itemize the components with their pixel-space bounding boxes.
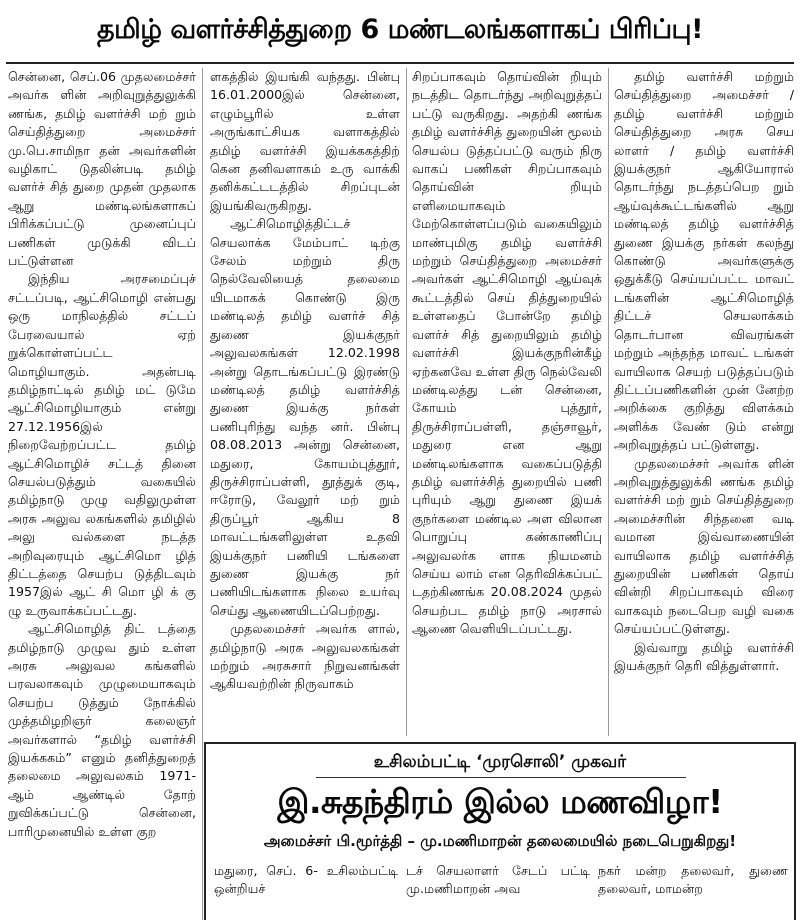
article-column-1 <box>8 68 196 920</box>
boxed-column-3: நகர் மன்ற தலைவர், துணை தலைவர், மாமன்ற <box>598 863 788 897</box>
article-paragraph: ஆட்சிமொழித்திட்டச் செயலாக்க மேம்பாட் டிற்கு சேலம் மற்றும் திரு நெல்வேலியைத் தலைமை யிடமாகக் கொண்டு இரு மண்டிலத் தமிழ் வளர்ச் சித் துணை இயக்குநர் அலுவலகங்கள் 12.02.1998 அன்று தொடங்கப்பட்டு இரண்டு மண்டிலத் தமிழ் வளர்ச்சித் துணை இயக்கு நர்கள் பணிபுரிந்து வந்த னர். பின்பு 08.08.2013 அன்று சென்னை, மதுரை, கோயம்புத்தூர், திருச்சிராப்பள்ளி, தூத்துக் குடி, ஈரோடு, வேலூர் மற் றும் திருப்பூர் ஆகிய 8 மாவட்டங்களிலுள்ள உதவி இயக்குநர் பணியி டங்களை துணை இயக்கு நர் பணியிடங்களாக நிலை உயர்வு செய்து ஆணையிடப்பெற்றது. <box>210 216 400 618</box>
article-column-4 <box>614 68 794 736</box>
article-paragraph: முதலமைச்சர் அவர்க ளால், தமிழ்நாடு அரசு அலுவலகங்கள் மற்றும் அரசுசார் நிறுவனங்கள் ஆகியவற்றின் நிருவாகம் <box>210 621 400 692</box>
boxed-column-1: மதுரை, செப். 6- உசிலம்பட்டி ஒன்றியச் <box>214 863 398 897</box>
boxed-headline: இ.சுதந்திரம் இல்ல மணவிழா! <box>277 782 723 821</box>
article-paragraph: இந்திய அரசமைப்புச் சட்டப்படி, ஆட்சிமொழி என்பது ஒரு மாநிலத்தில் சட்டப் பேரவையால் ஏற் றுக்கொள்ளப்பட்ட மொழியாகும். அதன்படி தமிழ்நாட்டில் தமிழ் மட் டுமே ஆட்சிமொழியாகும் என்று 27.12.1956இல் நிறைவேற்றப்பட்ட தமிழ் ஆட்சிமொழிச் சட்டத் தினை செயல்படுத்தும் வகையில் தமிழ்நாடு முழு வதிலுமுள்ள அரசு அலுவ லகங்களில் தமிழில் அலு வல்களை நடத்த அறிவுரையும் ஆட்சிமொ ழித் திட்டத்தை செயற்ப டுத்திடவும் 1957இல் ஆட் சி மொ ழி க் கு ழு உருவாக்கப்பட்டது. <box>8 271 196 618</box>
article-paragraph: தமிழ் வளர்ச்சி மற்றும் செய்தித்துறை அமைச்சர் / தமிழ் வளர்ச்சி மற்றும் செய்தித்துறை அரசு செய லாளர் / தமிழ் வளர்ச்சி இயக்குநர் ஆகியோரால் தொடர்ந்து நடத்தப்பெற றும் ஆய்வுக்கூட்டங்களில் ஆறு மண்டிலத் தமிழ் வளர்ச்சித் துணை இயக்கு நர்கள் கலந்து கொண்டு அவர்களுக்கு ஒதுக்கீடு செய்யப்பட்ட மாவட் டங்களின் ஆட்சிமொழித் திட்டச் செயலாக்கம் தொடர்பான விவரங்கள் மற்றும் அந்தந்த மாவட் டங்கள் வாயிலாக செயற் படுத்தப்படும் திட்டப்பணிகளின் முன் னேற்ற அறிக்கை குறித்து விளக்கம் அளிக்க வேண் டும் என்று அறிவுறுத்தப் பட்டுள்ளது. <box>614 69 794 453</box>
article-column-2 <box>210 68 400 736</box>
boxed-column-2: டச் செயலாளர் சேடப் பட்டி மு.மணிமாறன் அவ <box>406 863 590 897</box>
boxed-deck: அமைச்சர் பி.மூர்த்தி – மு.மணிமாறன் தலைமையில் நடைபெறுகிறது! <box>263 832 737 850</box>
boxed-article <box>204 742 796 920</box>
column-divider <box>202 68 203 920</box>
kicker-rule <box>316 777 686 778</box>
boxed-kicker: உசிலம்பட்டி ‘முரசொலி’ முகவர் <box>373 752 627 772</box>
article-paragraph: முதலமைச்சர் அவர்க ளின் அறிவுறுத்துலுக்கி ணங்க தமிழ் வளர்ச்சி மற் றும் செய்தித்துறை அமைச்சரின் சிந்தனை வடி வமான இவ்வாணையின் வாயிலாக தமிழ் வளர்ச்சித் துறையின் பணிகள் தொய் வின்றி சிறப்பாகவும் விரை வாகவும் நடைபெற வழி வகை செய்யப்பட்டுள்ளது. <box>614 455 794 637</box>
headline-rule <box>6 62 794 64</box>
article-paragraph: சிறப்பாகவும் தொய்வின் றியும் நடத்திட தொடர்ந்து அறிவுறுத்தப் பட்டு வருகிறது. அதற்கி ணங்க தமிழ் வளர்ச்சித் துறையின் மூலம் செயல்ப டுத்தப்பட்டு வரும் நிரு வாகப் பணிகள் சிறப்பாகவும் தொய்வின் றியும் எளிமையாகவும் மேற்கொள்ளப்படும் வகையிலும் மாண்புமிகு தமிழ் வளர்ச்சி மற்றும் செய்தித்துறை அமைச்சர் அவர்கள் ஆட்சிமொழி ஆய்வுக் கூட்டத்தில் செய் தித்துறையில் உள்ளதைப் போன்றே தமிழ் வளர்ச் சித் துறையிலும் தமிழ் வளர்ச்சி இயக்குநரின்கீழ் ஏற்கனவே உள்ள திரு நெல்வேலி மண்டிலத்து டன் சென்னை, கோயம் புத்தூர், திருச்சிராப்பள்ளி, தஞ்சாவூர், மதுரை என ஆறு மண்டிலங்களாக வகைப்படுத்தி தமிழ் வளர்ச்சித் துறையில் பணி புரியும் ஆறு துணை இயக் குநர்களை மண்டில அள விலான பொறுப்பு கண்காணிப்பு அலுவலர்க ளாக நியமனம் செய்ய லாம் என தெரிவிக்கப்பட் டதற்கிணங்க 20.08.2024 முதல் செயற்பட தமிழ் நாடு அரசால் ஆணை வெளியிடப்பட்டது. <box>412 69 602 637</box>
article-column-3 <box>412 68 602 736</box>
article-paragraph: இவ்வாறு தமிழ் வளர்ச்சி இயக்குநர் தெரி வித்துள்ளார். <box>614 639 794 673</box>
article-paragraph: ளகத்தில் இயங்கி வந்தது. பின்பு 16.01.2000இல் சென்னை, எழும்பூரில் உள்ள அருங்காட்சியக வளாகத்தில் தமிழ் வளர்ச்சி இயக்ககத்திற் கென தனிவளாகம் உரு வாக்கி தனிக்கட்டடத்தில் சிறப்புடன் இயங்கிவருகிறது. <box>210 69 400 213</box>
column-divider <box>608 68 609 736</box>
article-paragraph: சென்னை, செப்.06 முதலமைச்சர் அவர்க ளின் அறிவுறுத்துலுக்கி ணங்க, தமிழ் வளர்ச்சி மற் றும் செய்தித்துறை அமைச்சர் மு.பெ.சாமிநா தன் அவர்களின் வழிகாட் டுதலின்படி தமிழ் வளர்ச் சித் துறை முதன் முதலாக ஆறு மண்டிலங்களாகப் பிரிக்கப்பட்டு முனைப்புப் பணிகள் முடுக்கி விடப் பட்டுள்ளன <box>8 69 196 269</box>
page-headline: தமிழ் வளர்ச்சித்துறை 6 மண்டலங்களாகப் பிரிப்பு! <box>97 13 703 45</box>
article-paragraph: ஆட்சிமொழித் திட் டத்தை தமிழ்நாடு முழுவ தும் உள்ள அரசு அலுவல கங்களில் பரவலாகவும் முழுமையாகவும் செயற்ப டுத்தும் நோக்கில் முத்தமிழறிஞர் கலைஞர் அவர்களால் “தமிழ் வளர்ச்சி இயக்ககம்” எனும் தனித்துறைத் தலைமை அலுவலகம் 1971-ஆம் ஆண்டில் தோற் றுவிக்கப்பட்டு சென்னை, பாரிமுனையில் உள்ள குற <box>8 621 196 839</box>
column-divider <box>406 68 407 736</box>
